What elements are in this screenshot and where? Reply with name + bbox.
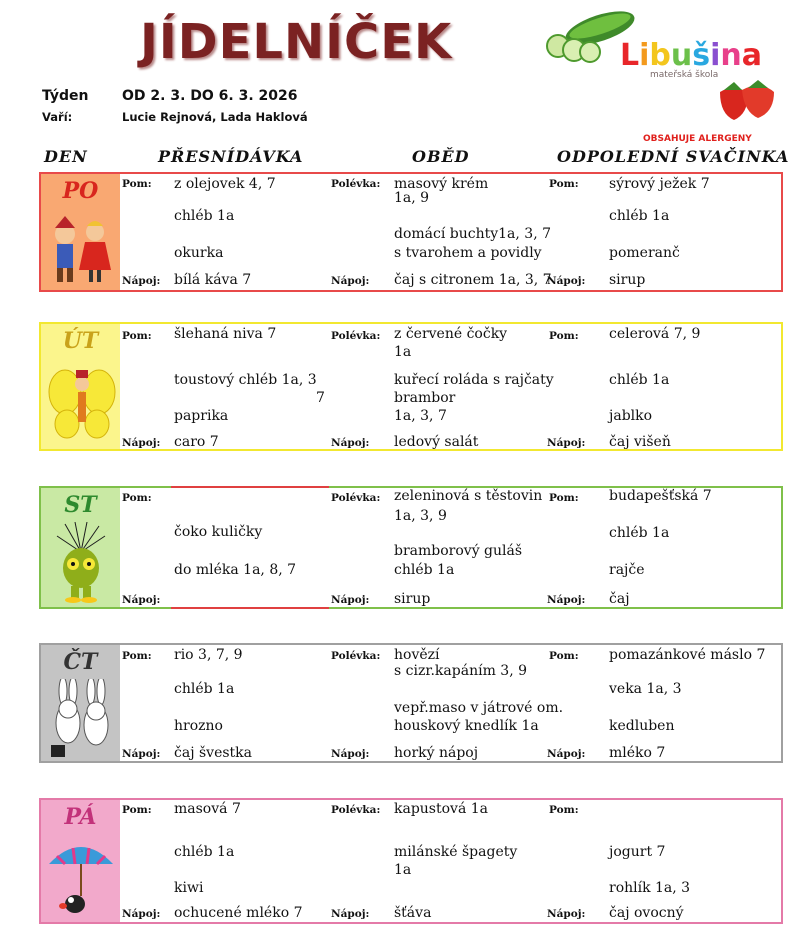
napoj-label: Nápoj: [547,748,586,760]
day-code: ST [64,492,97,518]
napoj-label: Nápoj: [331,437,370,449]
napoj-label: Nápoj: [331,908,370,920]
snack-pm-drink: čaj višeň [609,434,671,450]
napoj-label: Nápoj: [331,275,370,287]
pom-label: Pom: [122,650,152,662]
day-row-friday [39,798,783,924]
lunch-item: z červené čočky [394,326,508,342]
snack-pm-item: veka 1a, 3 [609,681,682,697]
column-header-lunch: OBĚD [412,147,470,166]
week-label: Týden [42,88,89,104]
polevka-label: Polévka: [331,330,381,342]
day-row-wednesday [39,486,783,609]
lunch-item: masový krém [394,176,489,192]
lunch-item: 1a, 9 [394,190,430,206]
lunch-item: domácí buchty1a, 3, 7 [394,226,552,242]
snack-pm-item: budapešťská 7 [609,488,712,504]
snack-pm-item: chléb 1a [609,372,670,388]
snack-am-item: šlehaná niva 7 [174,326,277,342]
day-code: ÚT [62,328,99,354]
pom-label: Pom: [122,804,152,816]
snack-am-item: rio 3, 7, 9 [174,647,243,663]
lunch-item: milánské špagety [394,844,518,860]
lunch-item: zeleninová s těstovin [394,488,543,504]
pom-label: Pom: [122,178,152,190]
napoj-label: Nápoj: [331,594,370,606]
snack-pm-item: celerová 7, 9 [609,326,701,342]
pom-label: Pom: [122,330,152,342]
column-header-snack-am: PŘESNÍDÁVKA [158,147,304,166]
day-code: PO [62,178,99,204]
lunch-item: 1a [394,862,412,878]
lunch-drink: ledový salát [394,434,479,450]
lunch-item: 1a, 3, 7 [394,408,447,424]
pom-label: Pom: [549,178,579,190]
snack-am-item: čoko kuličky [174,524,263,540]
lunch-drink: šťáva [394,905,432,921]
snack-am-item: 7 [316,390,325,406]
lunch-drink: čaj s citronem 1a, 3, 7 [394,272,552,288]
napoj-label: Nápoj: [122,748,161,760]
snack-am-item: kiwi [174,880,204,896]
polevka-label: Polévka: [331,178,381,190]
lunch-item: brambor [394,390,456,406]
column-header-snack-pm: ODPOLEDNÍ SVAČINKA [557,147,790,166]
page-title: JÍDELNÍČEK [140,14,453,70]
snack-am-item: z olejovek 4, 7 [174,176,276,192]
polevka-label: Polévka: [331,804,381,816]
logo-subtitle: mateřská škola [650,70,719,80]
napoj-label: Nápoj: [122,594,161,606]
snack-am-item: toustový chléb 1a, 3 [174,372,317,388]
snack-pm-item: chléb 1a [609,525,670,541]
napoj-label: Nápoj: [122,908,161,920]
snack-pm-drink: mléko 7 [609,745,666,761]
snack-pm-item: jogurt 7 [609,844,666,860]
pom-label: Pom: [549,804,579,816]
allergen-note: OBSAHUJE ALERGENY [643,134,752,144]
logo-text: Libušina [620,38,763,73]
week-value: OD 2. 3. DO 6. 3. 2026 [122,88,298,104]
mole-umbrella-illustration [45,834,117,920]
snack-am-item: hrozno [174,718,223,734]
polevka-label: Polévka: [331,650,381,662]
lunch-item: 1a, 3, 9 [394,508,447,524]
napoj-label: Nápoj: [547,908,586,920]
napoj-label: Nápoj: [331,748,370,760]
snack-am-drink: ochucené mléko 7 [174,905,303,921]
lunch-item: houskový knedlík 1a [394,718,539,734]
lunch-item: chléb 1a [394,562,455,578]
snack-am-drink: čaj švestka [174,745,252,761]
napoj-label: Nápoj: [547,437,586,449]
snack-pm-item: pomeranč [609,245,680,261]
snack-am-item: do mléka 1a, 8, 7 [174,562,297,578]
lunch-item: bramborový guláš [394,543,523,559]
lunch-drink: horký nápoj [394,745,479,761]
divider-line [171,486,329,488]
lunch-drink: sirup [394,591,431,607]
snack-pm-item: sýrový ježek 7 [609,176,710,192]
creature-illustration [45,522,117,604]
day-code: PÁ [64,804,97,830]
kids-illustration [45,208,117,286]
snack-am-item: chléb 1a [174,208,235,224]
snack-pm-item: chléb 1a [609,208,670,224]
lunch-item: s cizr.kapáním 3, 9 [394,663,528,679]
snack-am-drink: bílá káva 7 [174,272,252,288]
snack-pm-drink: čaj ovocný [609,905,684,921]
snack-pm-item: rajče [609,562,645,578]
snack-am-item: paprika [174,408,229,424]
butterfly-illustration [45,358,117,444]
day-row-tuesday [39,322,783,451]
polevka-label: Polévka: [331,492,381,504]
lunch-item: kapustová 1a [394,801,489,817]
cook-label: Vaří: [42,110,73,124]
lunch-item: vepř.maso v játrové om. [394,700,564,716]
pom-label: Pom: [549,330,579,342]
napoj-label: Nápoj: [122,437,161,449]
divider-line [171,607,329,609]
snack-pm-drink: sirup [609,272,646,288]
day-row-monday [39,172,783,292]
lunch-item: hovězí [394,647,440,663]
snack-pm-item: pomazánkové máslo 7 [609,647,766,663]
napoj-label: Nápoj: [547,594,586,606]
lunch-item: kuřecí roláda s rajčaty [394,372,554,388]
day-row-thursday [39,643,783,763]
snack-am-drink: caro 7 [174,434,219,450]
pom-label: Pom: [122,492,152,504]
snack-am-item: okurka [174,245,224,261]
snack-pm-item: rohlík 1a, 3 [609,880,691,896]
napoj-label: Nápoj: [122,275,161,287]
lunch-item: s tvarohem a povidly [394,245,542,261]
cook-value: Lucie Rejnová, Lada Haklová [122,110,308,124]
snack-am-item: chléb 1a [174,844,235,860]
day-code: ČT [63,649,98,675]
column-header-day: DEN [44,147,88,166]
snack-am-item: chléb 1a [174,681,235,697]
snack-am-item: masová 7 [174,801,241,817]
napoj-label: Nápoj: [547,275,586,287]
lunch-item: 1a [394,344,412,360]
rabbits-illustration [45,679,117,759]
snack-pm-drink: čaj [609,591,630,607]
snack-pm-item: kedluben [609,718,675,734]
pom-label: Pom: [549,650,579,662]
strawberry-image [712,78,782,122]
snack-pm-item: jablko [609,408,653,424]
pom-label: Pom: [549,492,579,504]
